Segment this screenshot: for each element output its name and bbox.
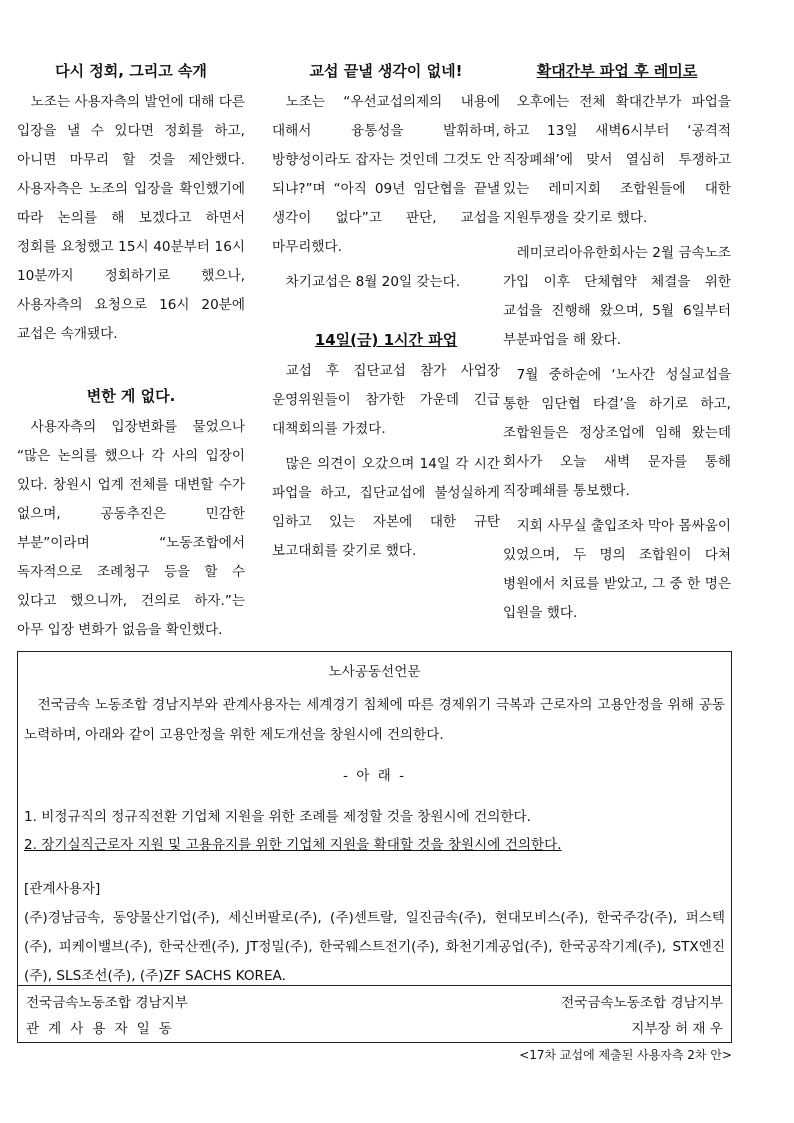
section-paragraph: 노조는 “우선교섭의제의 내용에 대해서 융통성을 발휘하며, 방향성이라도 잡자는 것인데 그것도 안 되냐?”며 “아직 09년 임단협을 끝낼 생각이 없다”고 판단, 교섭을 마무리했다.: [272, 94, 500, 255]
signature-right-org: 전국금속노동조합 경남지부: [561, 995, 723, 1011]
section-paragraph: 7월 중하순에 ‘노사간 성실교섭을 통한 임단협 타결’을 하기로 하고, 조합원들은 정상조업에 임해 왔는데 회사가 오늘 새벽 문자를 통해 직장폐쇄를 통보했다.: [503, 367, 731, 499]
related-employers-label: [관계사용자]: [24, 881, 101, 897]
column-middle: [272, 58, 500, 566]
section-paragraph: 사용자측의 입장변화를 물었으나 “많은 논의를 했으나 각 사의 입장이 있다. 창원시 업계 전체를 대변할 수가 없으며, 공동추진은 민감한 부분”이라며 “노동조합에서 독자적으로 조례청구 등을 할 수 있다고 했으니까, 건의로 하자.”는 아무 입장 변화가 없음을 확인했다.: [17, 419, 245, 638]
section-paragraph: 레미코리아유한회사는 2월 금속노조 가입 이후 단체협약 체결을 위한 교섭을 진행해 왔으며, 5월 6일부터 부분파업을 해 왔다.: [503, 245, 731, 348]
section-heading: 변한 게 없다.: [86, 387, 176, 405]
section-paragraph: 많은 의견이 오갔으며 14일 각 시간 파업을 하고, 집단교섭에 불성실하게 임하고 있는 자본에 대한 규탄 보고대회를 갖기로 했다.: [272, 456, 500, 559]
section-heading: 확대간부 파업 후 레미로: [536, 62, 698, 80]
signature-left-group: 관계사용자일동: [26, 1021, 181, 1037]
section-heading: 교섭 끝낼 생각이 없네!: [309, 62, 463, 80]
declaration-separator: - 아 래 -: [342, 768, 407, 784]
section-heading: 다시 정회, 그리고 속개: [55, 62, 207, 80]
column-right: [503, 58, 731, 628]
column-left: [17, 58, 245, 645]
signature-left-org: 전국금속노동조합 경남지부: [26, 995, 188, 1011]
section-paragraph: 지회 사무실 출입조차 막아 몸싸움이 있었으며, 두 명의 조합원이 다쳐 병원에서 치료를 받았고, 그 중 한 명은 입원을 했다.: [503, 518, 731, 621]
section-paragraph: 오후에는 전체 확대간부가 파업을 하고 13일 새벽6시부터 ‘공격적 직장폐쇄’에 맞서 열심히 투쟁하고 있는 레미지회 조합원들에 대한 지원투쟁을 갖기로 했다.: [503, 94, 731, 226]
section-paragraph: 교섭 후 집단교섭 참가 사업장 운영위원들이 참가한 가운데 긴급 대책회의를 가졌다.: [272, 363, 500, 437]
declaration-item: 2. 장기실직근로자 지원 및 고용유지를 위한 기업체 지원을 확대할 것을 창원시에 건의한다.: [24, 837, 562, 853]
section-heading: 14일(금) 1시간 파업: [314, 331, 458, 349]
related-employers-list: (주)경남금속, 동양물산기업(주), 세신버팔로(주), (주)센트랄, 일진금속(주), 현대모비스(주), 한국주강(주), 퍼스텍(주), 피케이밸브(주), 한국산켄(주), JT정밀(주), 한국웨스트전기(주), 화천기계공업(주), 한국공작기계(주), STX엔진(주), SLS조선(주), (주)ZF SACHS KOREA.: [24, 910, 725, 984]
signature-right-name: 지부장 허 재 우: [631, 1021, 723, 1037]
declaration-body: 전국금속 노동조합 경남지부와 관계사용자는 세계경기 침체에 따른 경제위기 극복과 근로자의 고용안정을 위해 공동 노력하며, 아래와 같이 고용안정을 위한 제도개선을 창원시에 건의한다.: [24, 697, 725, 743]
declaration-item: 1. 비정규직의 정규직전환 기업체 지원을 위한 조례를 제정할 것을 창원시에 건의한다.: [24, 809, 531, 825]
declaration-box: [17, 651, 732, 1043]
section-paragraph: 노조는 사용자측의 발언에 대해 다른 입장을 낼 수 있다면 정회를 하고, 아니면 마무리 할 것을 제안했다. 사용자측은 노조의 입장을 확인했기에 따라 논의를 해 보겠다고 하면서 정회를 요청했고 15시 40분부터 16시 10분까지 정회하기로 했으나, 사용자측의 요청으로 16시 20분에 교섭은 속개됐다.: [17, 94, 245, 342]
section-paragraph: 차기교섭은 8월 20일 갖는다.: [285, 274, 461, 290]
footnote: <17차 교섭에 제출된 사용자측 2차 안>: [519, 1048, 732, 1062]
declaration-title: 노사공동선언문: [328, 664, 421, 680]
